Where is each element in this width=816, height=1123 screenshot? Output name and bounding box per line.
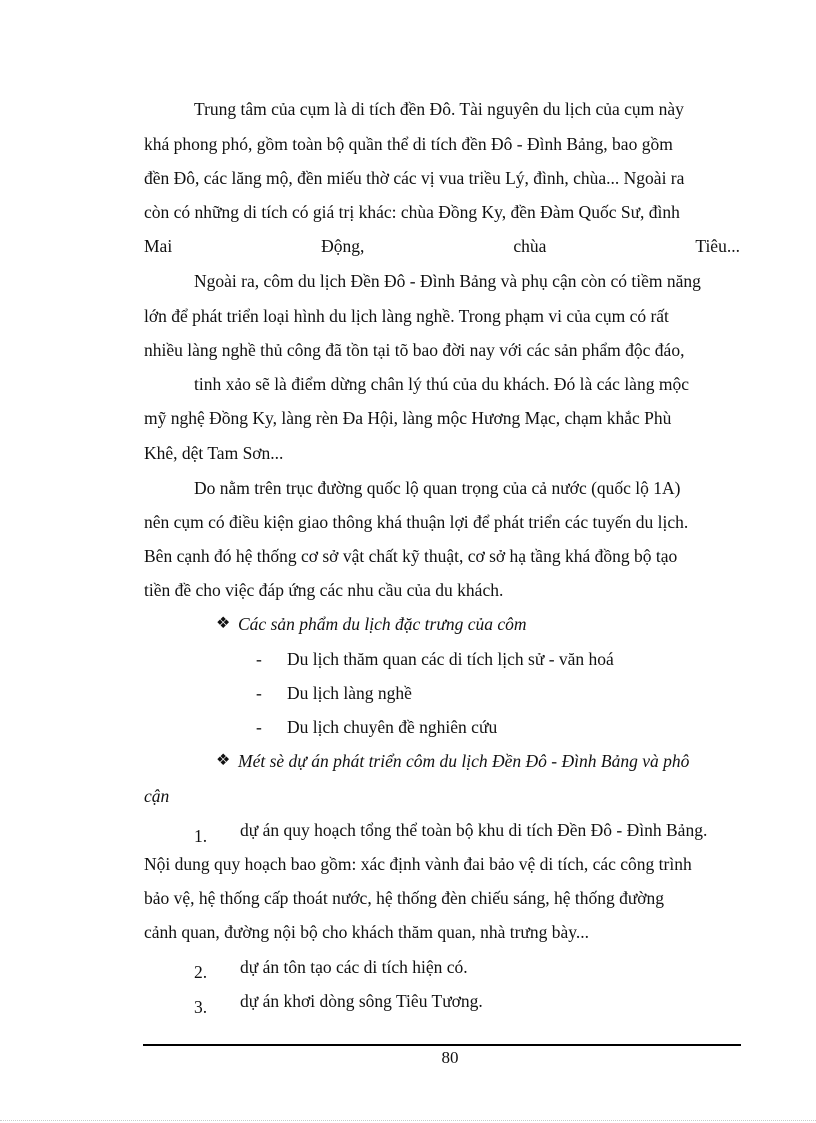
list-item: Du lịch làng nghề [287,683,412,703]
paragraph2-line: lớn để phát triển loại hình du lịch làng nghề. Trong phạm vi của cụm có rất [144,306,669,326]
paragraph3-line: nên cụm có điều kiện giao thông khá thuận lợi để phát triển các tuyến du lịch. [144,512,689,532]
diamond-bullet-icon: ❖ [216,615,231,632]
footer-divider [143,1044,741,1046]
list-marker: - [256,717,262,737]
paragraph1-line: khá phong phó, gồm toàn bộ quần thể di tích đền Đô - Đình Bảng, bao gồm [144,134,673,154]
word: Tiêu... [695,236,740,256]
section2-heading-cont: cận [144,786,170,806]
paragraph1-line: còn có những di tích có giá trị khác: chùa Đồng Ky, đền Đàm Quốc Sư, đình [144,202,680,222]
project-number: 2. [194,962,208,982]
list-marker: - [256,683,262,703]
paragraph2-line: Khê, dệt Tam Sơn... [144,443,284,463]
paragraph3-line: Bên cạnh đó hệ thống cơ sở vật chất kỹ thuật, cơ sở hạ tầng khá đồng bộ tạo [144,546,678,566]
project1-line: cảnh quan, đường nội bộ cho khách thăm quan, nhà trưng bày... [144,922,590,942]
section2-heading: Mét sè dự án phát triển côm du lịch Đền Đô - Đình Bảng và phô [238,751,690,771]
paragraph2-line: tinh xảo sẽ là điểm dừng chân lý thú của du khách. Đó là các làng mộc [194,374,689,394]
word: chùa [513,236,547,256]
list-marker: - [256,649,262,669]
project3-text: dự án khơi dòng sông Tiêu Tương. [240,991,483,1011]
paragraph1-last-line [144,234,740,258]
list-item: Du lịch thăm quan các di tích lịch sử - văn hoá [287,649,614,669]
project-number: 3. [194,997,208,1017]
word: Mai [144,236,173,256]
paragraph2-line: mỹ nghệ Đồng Ky, làng rèn Đa Hội, làng mộc Hương Mạc, chạm khắc Phù [144,408,672,428]
paragraph3-line: tiền đề cho việc đáp ứng các nhu cầu của du khách. [144,580,504,600]
diamond-bullet-icon: ❖ [216,752,231,769]
page-number: 80 [441,1048,459,1067]
project-number: 1. [194,826,208,846]
paragraph1-line: Trung tâm của cụm là di tích đền Đô. Tài nguyên du lịch của cụm này [194,99,684,119]
word: Động, [321,236,365,256]
paragraph2-line: nhiều làng nghề thủ công đã tồn tại tõ bao đời nay với các sản phẩm độc đáo, [144,340,685,360]
list-item: Du lịch chuyên đề nghiên cứu [287,717,498,737]
paragraph1-line: đền Đô, các lăng mộ, đền miếu thờ các vị vua triều Lý, đình, chùa... Ngoài ra [144,168,685,188]
project2-text: dự án tôn tạo các di tích hiện có. [240,957,468,977]
paragraph3-line: Do nằm trên trục đường quốc lộ quan trọng của cả nước (quốc lộ 1A) [194,478,681,498]
project1-first-line: dự án quy hoạch tổng thể toàn bộ khu di tích Đền Đô - Đình Bảng. [240,820,708,840]
project1-line: Nội dung quy hoạch bao gồm: xác định vành đai bảo vệ di tích, các công trình [144,854,692,874]
paragraph2-line: Ngoài ra, côm du lịch Đền Đô - Đình Bảng và phụ cận còn có tiềm năng [194,271,701,291]
project1-line: bảo vệ, hệ thống cấp thoát nước, hệ thống đèn chiếu sáng, hệ thống đường [144,888,665,908]
page-edge-divider [0,1120,816,1121]
section1-heading: Các sản phẩm du lịch đặc trưng của côm [238,614,527,634]
